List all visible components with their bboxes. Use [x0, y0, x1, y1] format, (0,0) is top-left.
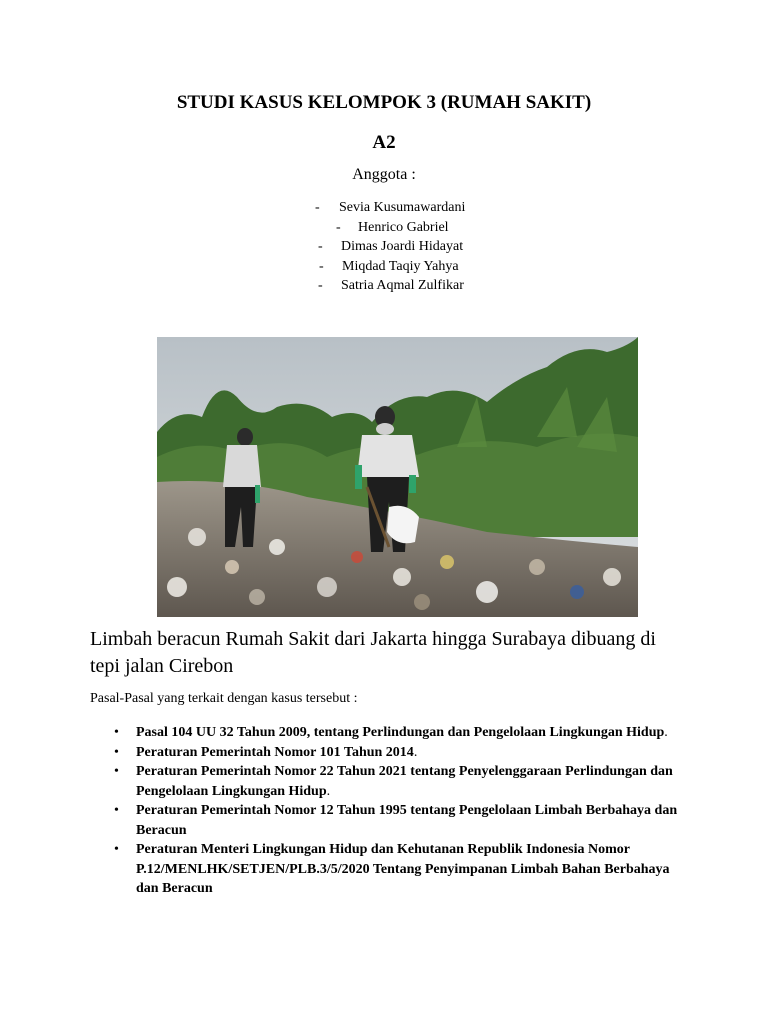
regulation-text: Peraturan Pemerintah Nomor 12 Tahun 1995 tentang Pengelolaan Limbah Berbahaya dan Beracun	[136, 803, 678, 838]
list-item	[90, 762, 690, 801]
list-item: - Dimas Joardi Hidayat	[0, 237, 768, 257]
list-item: - Sevia Kusumawardani	[0, 198, 768, 218]
members-heading: Anggota :	[352, 166, 416, 183]
regulation-suffix: .	[664, 725, 668, 740]
bullet-icon: •	[114, 803, 119, 818]
bullet-icon: •	[114, 842, 119, 857]
regulation-text: Peraturan Menteri Lingkungan Hidup dan Kehutanan Republik Indonesia Nomor P.12/MENLHK/SETJEN/PLB.3/5/2020 Tentang Penyimpanan Limbah Bahan Berbahaya dan Beracun	[136, 842, 670, 896]
regulation-text: Peraturan Pemerintah Nomor 22 Tahun 2021 tentang Penyelenggaraan Perlindungan dan Pengelolaan Lingkungan Hidup	[136, 764, 673, 799]
member-name: Henrico Gabriel	[358, 219, 449, 235]
member-name: Sevia Kusumawardani	[339, 200, 466, 215]
list-item	[90, 743, 690, 763]
regulation-suffix: .	[326, 783, 331, 799]
members-list	[0, 198, 768, 296]
list-item: - Henrico Gabriel	[0, 218, 768, 238]
waste-dump-photo	[157, 337, 638, 617]
bullet-icon: •	[114, 764, 119, 779]
regulation-suffix: .	[413, 744, 418, 760]
member-name: Miqdad Taqiy Yahya	[342, 258, 459, 274]
intro-text: Pasal-Pasal yang terkait dengan kasus tersebut :	[90, 691, 358, 706]
page-subtitle: A2	[372, 132, 396, 153]
member-name: Satria Aqmal Zulfikar	[341, 278, 464, 293]
bullet-icon: •	[114, 744, 119, 760]
regulations-list	[90, 723, 690, 899]
article-headline: Limbah beracun Rumah Sakit dari Jakarta hingga Surabaya dibuang di tepi jalan Cirebon	[90, 628, 656, 677]
regulation-text: Pasal 104 UU 32 Tahun 2009, tentang Perlindungan dan Pengelolaan Lingkungan Hidup	[136, 725, 665, 740]
list-item	[90, 801, 690, 840]
list-item	[90, 723, 690, 743]
list-item	[90, 840, 690, 899]
member-name: Dimas Joardi Hidayat	[341, 239, 464, 254]
list-item: - Satria Aqmal Zulfikar	[0, 276, 768, 296]
regulation-text: Peraturan Pemerintah Nomor 101 Tahun 2014	[136, 744, 414, 760]
bullet-icon: •	[114, 725, 119, 740]
page-title: STUDI KASUS KELOMPOK 3 (RUMAH SAKIT)	[176, 92, 592, 113]
list-item: - Miqdad Taqiy Yahya	[0, 257, 768, 277]
